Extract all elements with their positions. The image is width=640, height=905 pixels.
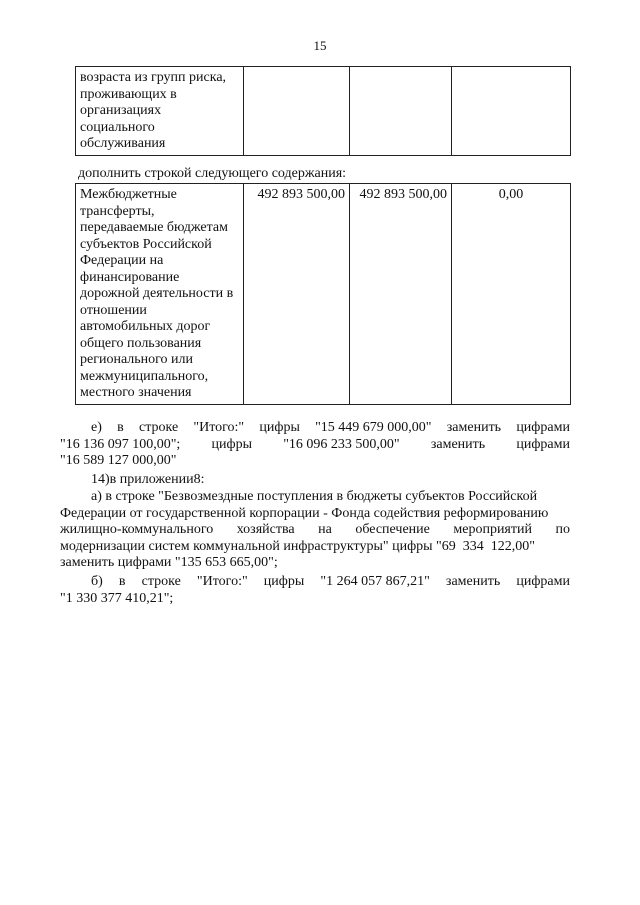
page-number: 15 bbox=[313, 38, 327, 53]
line-text: а) в строке "Безвозмездные поступления в бюджеты субъектов Российской bbox=[91, 489, 538, 504]
budget-table-new-row bbox=[75, 183, 571, 405]
table-row bbox=[76, 184, 571, 405]
word: б) bbox=[91, 574, 103, 589]
word: цифры bbox=[263, 574, 305, 589]
word: цифрами bbox=[516, 574, 570, 589]
paragraph-a-line-3 bbox=[60, 522, 570, 539]
paragraph-b bbox=[60, 574, 570, 607]
word: заменить bbox=[445, 574, 501, 589]
table-cell-amount bbox=[452, 67, 571, 156]
paragraph-b-line-1 bbox=[60, 574, 570, 591]
paragraph-e bbox=[60, 420, 570, 470]
word: "16 096 233 500,00" bbox=[283, 436, 400, 452]
word: е) bbox=[91, 420, 102, 435]
word: цифрами bbox=[516, 420, 570, 435]
word: цифры bbox=[211, 436, 252, 452]
word: в bbox=[118, 574, 126, 589]
word: "1 264 057 867,21" bbox=[320, 574, 430, 589]
paragraph-e-line-1 bbox=[60, 420, 570, 437]
word: заменить bbox=[446, 420, 502, 435]
table-cell-amount: 0,00 bbox=[452, 184, 571, 405]
word: в bbox=[117, 420, 124, 435]
table-cell-amount bbox=[244, 67, 350, 156]
word: строке bbox=[141, 574, 181, 589]
word: "16 136 097 100,00"; bbox=[60, 436, 181, 452]
word: по bbox=[555, 522, 570, 537]
word: "Итого:" bbox=[193, 420, 245, 435]
table-cell-amount: 492 893 500,00 bbox=[350, 184, 452, 405]
paragraph-e-line-3: "16 589 127 000,00" bbox=[60, 453, 177, 468]
table-row bbox=[76, 67, 571, 156]
word: заменить bbox=[430, 436, 486, 452]
word: жилищно-коммунального bbox=[60, 522, 214, 537]
word: строке bbox=[138, 420, 179, 435]
table-cell-amount: 492 893 500,00 bbox=[244, 184, 350, 405]
paragraph-a-line-1 bbox=[60, 489, 570, 506]
budget-table-continuation bbox=[75, 66, 571, 156]
paragraph-a-line-5: заменить цифрами "135 653 665,00"; bbox=[60, 555, 278, 570]
word: цифры bbox=[259, 420, 300, 435]
word: цифрами bbox=[516, 436, 570, 452]
word: на bbox=[318, 522, 332, 537]
paragraph-e-line-2 bbox=[60, 437, 570, 454]
word: хозяйства bbox=[236, 522, 295, 537]
table-cell-description: Межбюджетные трансферты, передаваемые бюджетам субъектов Российской Федерации на финансирование дорожной деятельности в отношении автомобильных дорог общего пользования регионального или межмуниципального, местного значения bbox=[76, 184, 244, 405]
insert-instruction: дополнить строкой следующего содержания: bbox=[78, 166, 347, 181]
item-14 bbox=[60, 472, 570, 489]
table-cell-amount bbox=[350, 67, 452, 156]
paragraph-a-line-4: модернизации систем коммунальной инфраструктуры" цифры "69 334 122,00" bbox=[60, 538, 535, 554]
word: "Итого:" bbox=[196, 574, 248, 589]
item-14-heading: 14)в приложении8: bbox=[91, 472, 205, 487]
word: мероприятий bbox=[453, 522, 532, 537]
word: обеспечение bbox=[355, 522, 430, 537]
paragraph-b-line-2: "1 330 377 410,21"; bbox=[60, 590, 174, 606]
word: "15 449 679 000,00" bbox=[315, 420, 432, 435]
table-cell-description: возраста из групп риска, проживающих в организациях социального обслуживания bbox=[76, 67, 244, 156]
paragraph-a bbox=[60, 489, 570, 572]
paragraph-a-line-2: Федерации от государственной корпорации - Фонда содействия реформированию bbox=[60, 505, 549, 521]
